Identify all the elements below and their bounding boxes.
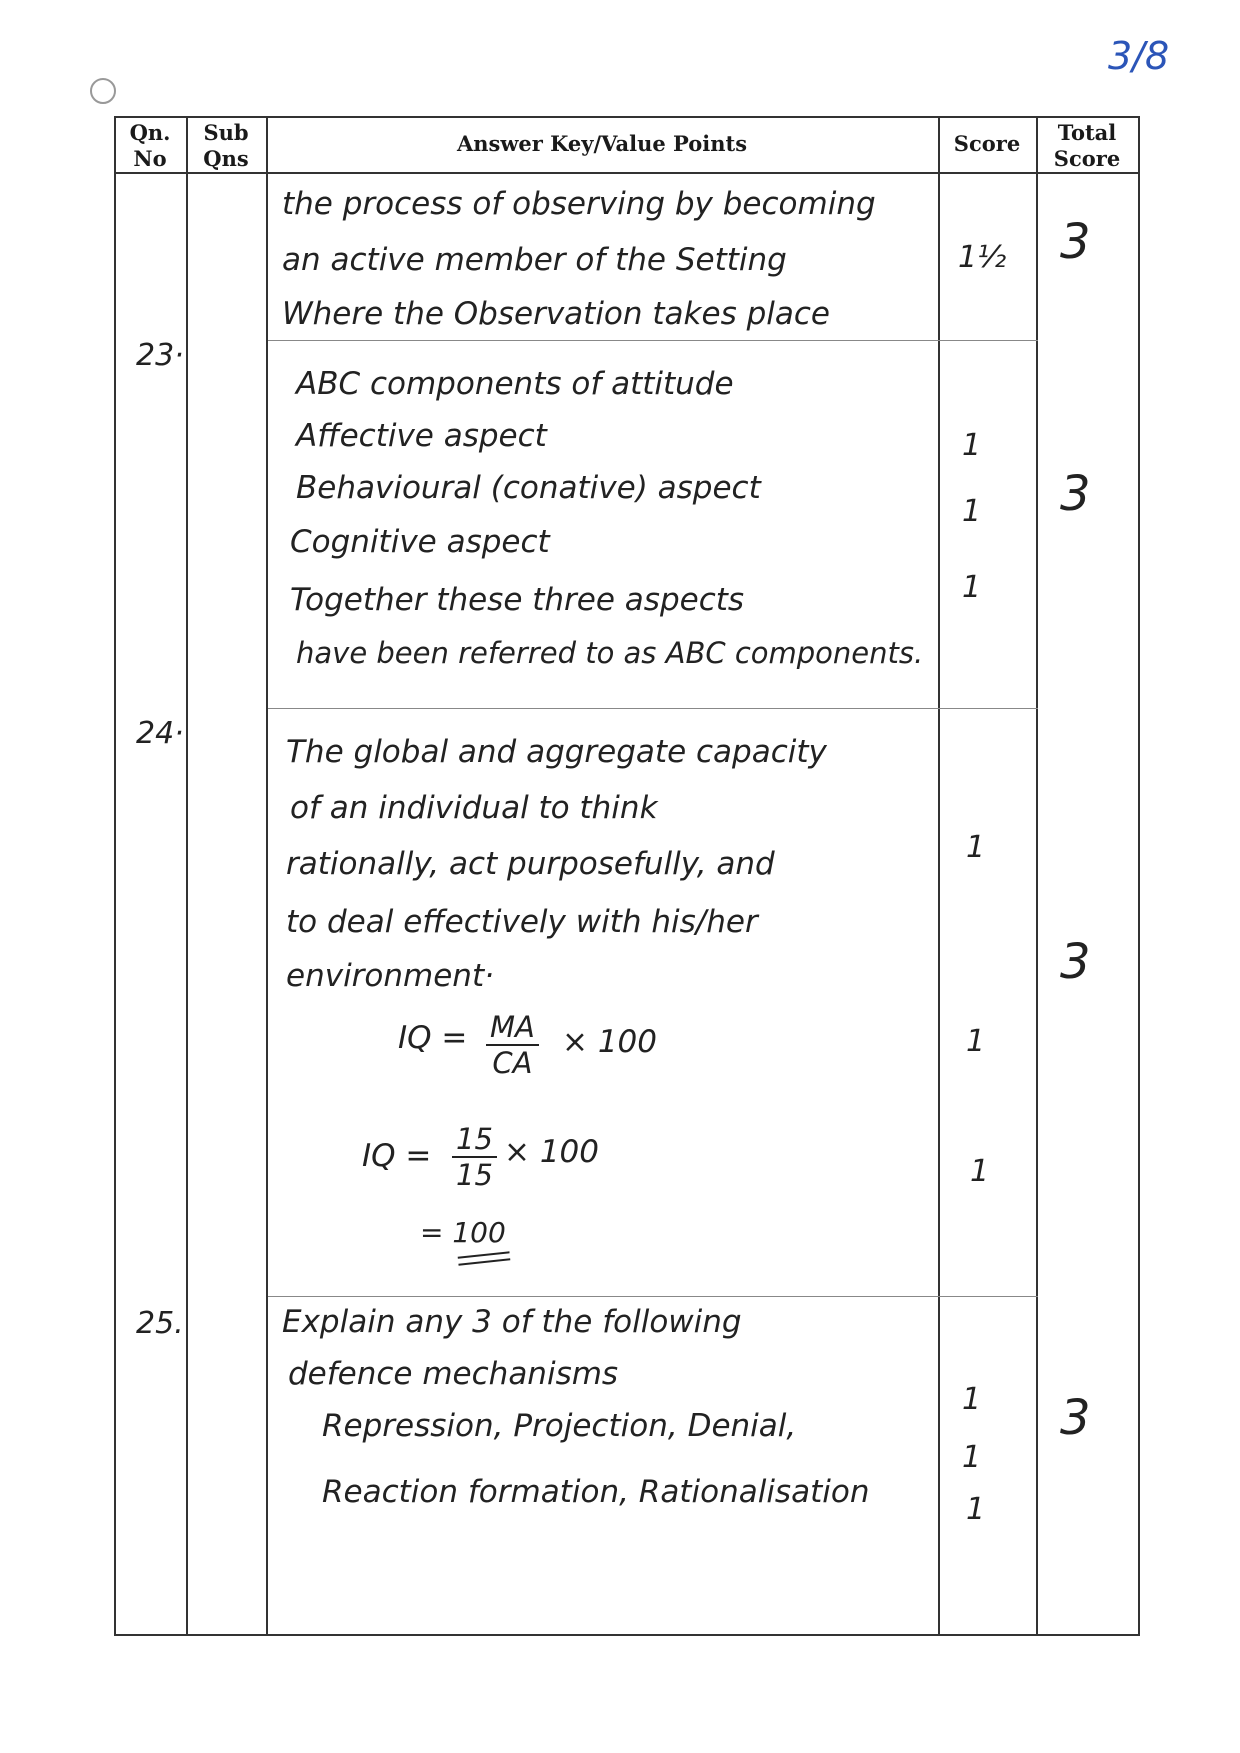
- answer-line: Behavioural (conative) aspect: [296, 470, 761, 506]
- iq-calc-fraction: [452, 1122, 497, 1192]
- score-mark: 1: [962, 570, 982, 605]
- header-total-line1: Total: [1057, 120, 1117, 145]
- question-number: 24·: [136, 716, 184, 751]
- iq-formula-fraction: [486, 1010, 539, 1080]
- total-score: 3: [1060, 466, 1091, 522]
- answer-line: ABC components of attitude: [296, 366, 734, 402]
- header-qn-no: [114, 120, 186, 172]
- iq-calc-denominator: 15: [456, 1158, 493, 1192]
- table-border-bottom: [114, 1634, 1140, 1636]
- answer-line: Affective aspect: [296, 418, 547, 454]
- answer-line: environment·: [286, 958, 494, 994]
- iq-formula-lhs: IQ =: [398, 1020, 468, 1056]
- iq-result: = 100: [420, 1216, 506, 1249]
- column-divider: [938, 116, 940, 1634]
- iq-formula-denominator: CA: [492, 1046, 533, 1080]
- answer-line: defence mechanisms: [288, 1356, 619, 1392]
- score-mark: 1: [962, 1382, 982, 1417]
- score-mark: 1: [966, 1024, 986, 1059]
- page-number: 3/8: [1108, 34, 1170, 78]
- table-border-right: [1138, 116, 1140, 1634]
- column-divider: [1036, 116, 1038, 1634]
- answer-line: Explain any 3 of the following: [282, 1304, 742, 1340]
- score-mark: 1: [966, 1492, 986, 1527]
- result-double-underline: [458, 1251, 511, 1265]
- table-border-left: [114, 116, 116, 1634]
- header-answer-key: Answer Key/Value Points: [456, 131, 748, 156]
- iq-formula-numerator: MA: [486, 1010, 539, 1046]
- score-mark: 1: [970, 1154, 990, 1189]
- header-divider: [114, 172, 1140, 174]
- answer-line: Reaction formation, Rationalisation: [322, 1474, 870, 1510]
- question-number: 23·: [136, 338, 184, 373]
- header-score: Score: [953, 131, 1021, 156]
- total-score: 3: [1060, 934, 1091, 990]
- score-mark: 1: [962, 494, 982, 529]
- header-sub-qns-line1: Sub: [203, 120, 249, 145]
- iq-calc-lhs: IQ =: [362, 1138, 432, 1174]
- iq-formula-rhs: × 100: [562, 1024, 657, 1060]
- iq-calc-numerator: 15: [452, 1122, 497, 1158]
- header-sub-qns: [186, 120, 266, 172]
- answer-line: an active member of the Setting: [282, 242, 787, 278]
- score-mark: 1: [966, 830, 986, 865]
- answer-line: Where the Observation takes place: [282, 296, 830, 332]
- iq-calc-rhs: × 100: [504, 1134, 599, 1170]
- question-number: 25.: [136, 1306, 184, 1341]
- answer-line: of an individual to think: [290, 790, 658, 826]
- header-qn-no-line2: No: [133, 146, 167, 171]
- answer-line: to deal effectively with his/her: [286, 904, 758, 940]
- row-divider: [268, 1296, 1038, 1297]
- answer-line: rationally, act purposefully, and: [286, 846, 775, 882]
- answer-line: The global and aggregate capacity: [286, 734, 827, 770]
- score-mark: 1: [962, 1440, 982, 1475]
- answer-line: Cognitive aspect: [290, 524, 550, 560]
- header-total-line2: Score: [1053, 146, 1121, 171]
- answer-line: the process of observing by becoming: [282, 186, 876, 222]
- column-divider: [266, 116, 268, 1634]
- score-mark: 1½: [958, 240, 1007, 275]
- answer-line: Repression, Projection, Denial,: [322, 1408, 797, 1444]
- total-score: 3: [1060, 1390, 1091, 1446]
- header-qn-no-line1: Qn.: [129, 120, 171, 145]
- header-sub-qns-line2: Qns: [203, 146, 249, 171]
- answer-line: have been referred to as ABC components.: [296, 636, 924, 670]
- answer-line: Together these three aspects: [290, 582, 745, 618]
- table-border-top: [114, 116, 1140, 118]
- row-divider: [268, 340, 1038, 341]
- total-score: 3: [1060, 214, 1091, 270]
- score-mark: 1: [962, 428, 982, 463]
- row-divider: [268, 708, 1038, 709]
- column-divider: [186, 116, 188, 1634]
- header-total-score: [1036, 120, 1138, 172]
